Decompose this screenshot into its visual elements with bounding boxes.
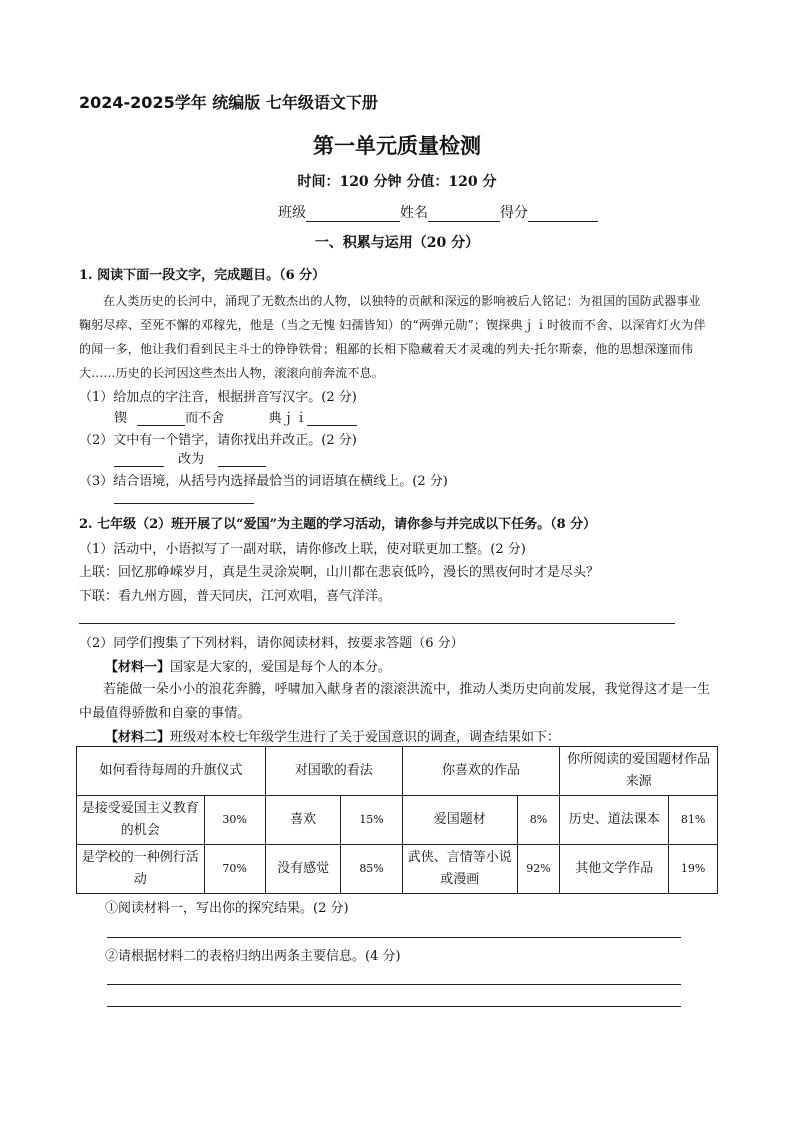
couplet-upper: 上联：回忆那峥嵘岁月，真是生灵涂炭啊，山川都在悲哀低吟，漫长的黑夜何时才是尽头？ — [79, 565, 600, 580]
material-1-label: 【材料一】 — [105, 660, 171, 675]
material-1 — [105, 656, 391, 675]
task-2-answer-line-1[interactable] — [107, 984, 681, 985]
q1-sub1-blank-b[interactable] — [307, 413, 357, 426]
q1-sub3: （3）结合语境，从括号内选择最恰当的词语填在横线上。(2 分) — [79, 474, 448, 489]
q1-sub1-char-a: 锲 — [114, 411, 128, 426]
table-cell: 30% — [204, 796, 265, 845]
task-2: ②请根据材料二的表格归纳出两条主要信息。(4 分) — [105, 949, 401, 964]
table-header: 你喜欢的作品 — [402, 747, 560, 796]
table-cell: 没有感觉 — [265, 845, 341, 894]
material-2-text: 班级对本校七年级学生进行了关于爱国意识的调查，调查结果如下： — [170, 730, 561, 745]
q2-sub1: （1）活动中，小语拟写了一副对联，请你修改上联，使对联更加工整。(2 分) — [79, 542, 526, 557]
material-2 — [105, 726, 560, 745]
table-header: 如何看待每周的升旗仪式 — [77, 747, 266, 796]
question-2-title: 2. 七年级（2）班开展了以“爱国”为主题的学习活动，请你参与并完成以下任务。（8 分） — [79, 517, 597, 532]
exam-meta: 时间：120 分钟 分值：120 分 — [297, 174, 497, 190]
table-cell: 15% — [341, 796, 402, 845]
couplet-lower: 下联：看九州方圆，普天同庆，江河欢唱，喜气洋洋。 — [79, 589, 392, 604]
table-cell: 85% — [341, 845, 402, 894]
table-cell: 81% — [669, 796, 718, 845]
table-cell: 70% — [204, 845, 265, 894]
table-cell: 爱国题材 — [402, 796, 517, 845]
question-1-passage: 在人类历史的长河中，涌现了无数杰出的人物，以独特的贡献和深远的影响被后人铭记：为祖国的国防武器事业鞠躬尽瘁、至死不懈的邓稼先，他是（当之无愧 妇孺皆知）的“两弹元勋”；锲探典ｊｉ时彼而不舍、以深宵灯火为伴的闻一多，他让我们看到民主斗士的铮铮铁骨；粗鄙的长相下隐藏着天才灵魂的列夫·托尔斯泰，他的思想深邃而伟大……历史的长河因这些杰出人物，滚滚向前奔流不息。 — [79, 294, 706, 380]
material-1-paragraph: 若能做一朵小小的浪花奔腾，呼啸加入献身者的滚滚洪流中，推动人类历史向前发展，我觉得这才是一生中最值得骄傲和自豪的事情。 — [79, 682, 711, 721]
table-cell: 其他文学作品 — [560, 845, 669, 894]
q1-sub2-mid: 改为 — [178, 452, 205, 467]
score-label: 得分 — [500, 205, 528, 221]
table-header: 对国歌的看法 — [265, 747, 402, 796]
q1-sub1-char-b: 典ｊｉ — [268, 411, 308, 426]
table-cell: 喜欢 — [265, 796, 341, 845]
table-cell: 是学校的一种例行活动 — [77, 845, 205, 894]
q1-sub2-answers — [114, 448, 266, 467]
table-row — [77, 796, 718, 845]
q2-sub1-answer-line[interactable] — [79, 623, 675, 624]
task-2-answer-line-2[interactable] — [107, 1006, 681, 1007]
table-header: 你所阅读的爱国题材作品来源 — [560, 747, 718, 796]
question-1-title: 1. 阅读下面一段文字，完成题目。（6 分） — [79, 268, 326, 283]
q1-sub1-char-a2: 而不舍 — [185, 411, 225, 426]
material-2-label: 【材料二】 — [105, 730, 171, 745]
q1-sub1: （1）给加点的字注音，根据拼音写汉字。(2 分) — [79, 390, 357, 405]
name-blank[interactable] — [428, 207, 500, 222]
score-blank[interactable] — [528, 207, 598, 222]
material-1-text: 国家是大家的，爱国是每个人的本分。 — [170, 660, 392, 675]
q1-sub1-answers — [114, 407, 357, 426]
survey-table — [76, 746, 718, 894]
student-info — [278, 202, 598, 222]
table-header-row — [77, 747, 718, 796]
table-cell: 92% — [517, 845, 560, 894]
task-1: ①阅读材料一，写出你的探究结果。(2 分) — [105, 901, 349, 916]
table-cell: 是接受爱国主义教育的机会 — [77, 796, 205, 845]
task-1-answer-line[interactable] — [107, 937, 681, 938]
section-title: 一、积累与运用（20 分） — [314, 235, 480, 251]
q1-sub2-blank-right[interactable] — [218, 454, 266, 467]
q2-sub2: （2）同学们搜集了下列材料，请你阅读材料，按要求答题（6 分） — [79, 636, 464, 651]
class-label: 班级 — [278, 205, 306, 221]
document-header: 2024-2025学年 统编版 七年级语文下册 — [79, 93, 378, 112]
table-cell: 历史、道法课本 — [560, 796, 669, 845]
table-cell: 19% — [669, 845, 718, 894]
class-blank[interactable] — [306, 207, 400, 222]
table-row — [77, 845, 718, 894]
table-cell: 武侠、言情等小说或漫画 — [402, 845, 517, 894]
q1-sub3-answer-line[interactable] — [114, 503, 254, 504]
exam-title: 第一单元质量检测 — [313, 134, 481, 158]
table-cell: 8% — [517, 796, 560, 845]
q1-sub2: （2）文中有一个错字，请你找出并改正。(2 分) — [79, 433, 357, 448]
name-label: 姓名 — [400, 205, 428, 221]
q1-sub1-blank-a[interactable] — [137, 413, 185, 426]
q1-sub2-blank-wrong[interactable] — [114, 454, 164, 467]
